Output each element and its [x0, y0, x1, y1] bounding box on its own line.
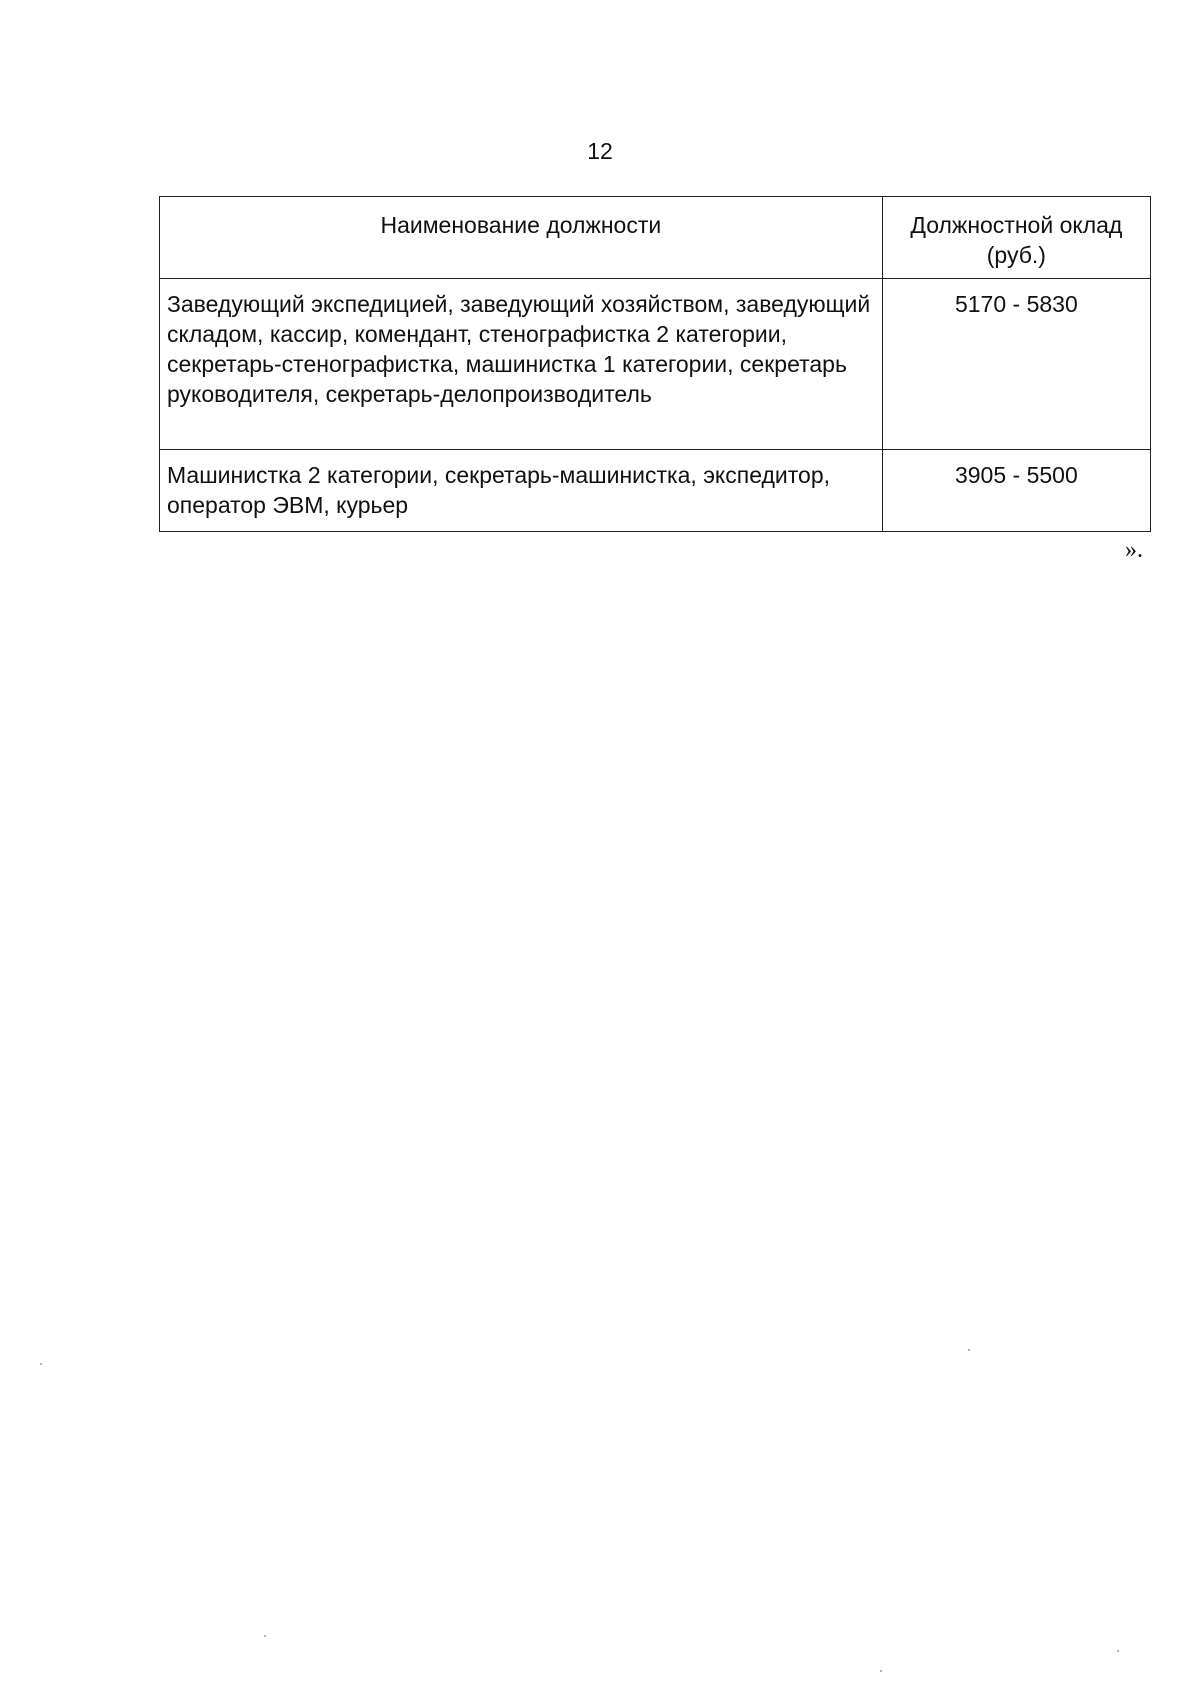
scan-speck [40, 1363, 42, 1365]
scan-speck [880, 1670, 882, 1672]
header-position-name: Наименование должности [160, 197, 883, 279]
salary-table [159, 196, 1151, 532]
scan-speck [264, 1635, 266, 1637]
closing-quote: ». [1125, 537, 1143, 563]
salary-cell: 3905 - 5500 [882, 450, 1150, 532]
table-row [160, 450, 1151, 532]
table-row [160, 279, 1151, 450]
table-header-row [160, 197, 1151, 279]
position-name-cell: Машинистка 2 категории, секретарь-машинистка, экспедитор, оператор ЭВМ, курьер [160, 450, 883, 532]
scan-speck [968, 1349, 970, 1351]
salary-cell: 5170 - 5830 [882, 279, 1150, 450]
header-salary: Должностной оклад (руб.) [882, 197, 1150, 279]
page-number: 12 [587, 138, 613, 164]
position-name-cell: Заведующий экспедицией, заведующий хозяйством, заведующий складом, кассир, комендант, стенографистка 2 категории, секретарь-стенографистка, машинистка 1 категории, секретарь руководителя, секретарь-делопроизводитель [160, 279, 883, 450]
scan-speck [1117, 1650, 1119, 1652]
